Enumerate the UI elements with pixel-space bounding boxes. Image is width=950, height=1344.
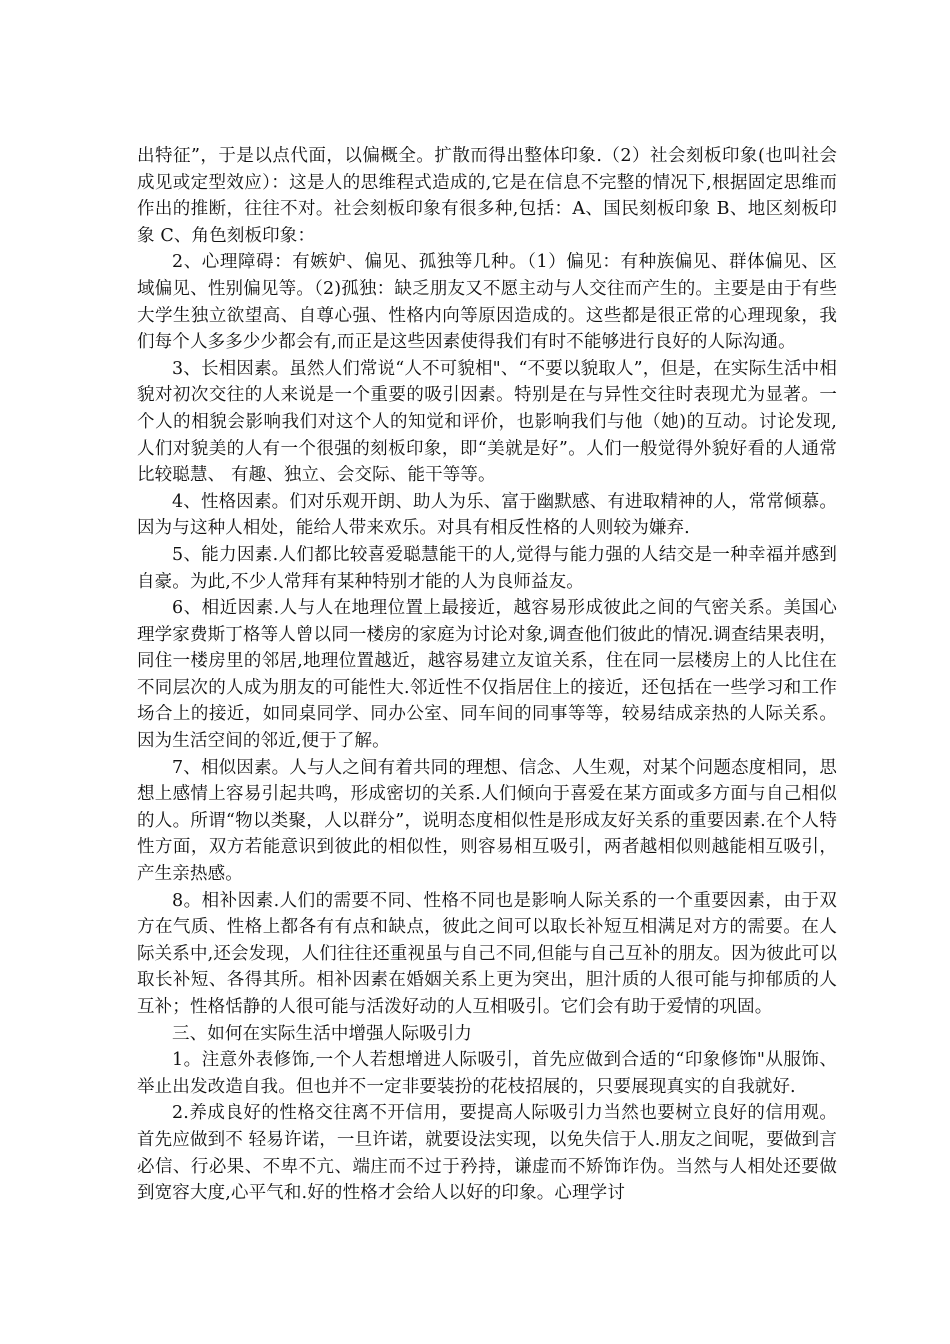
- paragraph-2: 2、心理障碍：有嫉妒、偏见、孤独等几种。（1）偏见：有种族偏见、群体偏见、区域偏见、性别偏见等。（2)孤独：缺乏朋友又不愿主动与人交往而产生的。主要是由于有些大学生独立欲望高、自尊心强、性格内向等原因造成的。这些都是很正常的心理现象，我们每个人多多少少都会有,而正是这些因素使得我们有时不能够进行良好的人际沟通。: [137, 252, 837, 353]
- paragraph-5: 5、能力因素.人们都比较喜爱聪慧能干的人,觉得与能力强的人结交是一种幸福并感到自豪。为此,不少人常拜有某种特别才能的人为良师益友。: [137, 544, 837, 592]
- paragraph-7: 7、相似因素。人与人之间有着共同的理想、信念、人生观，对某个问题态度相同，思想上感情上容易引起共鸣，形成密切的关系.人们倾向于喜爱在某方面或多方面与自己相似的人。所谓“物以类聚，人以群分”，说明态度相似性是形成友好关系的重要因素.在个人特性方面，双方若能意识到彼此的相似性，则容易相互吸引，两者越相似则越能相互吸引，产生亲热感。: [137, 757, 837, 885]
- paragraph-8: 8。相补因素.人们的需要不同、性格不同也是影响人际关系的一个重要因素，由于双方在气质、性格上都各有有点和缺点，彼此之间可以取长补短互相满足对方的需要。在人际关系中,还会发现，人们往往还重视虽与自己不同,但能与自己互补的朋友。因为彼此可以取长补短、各得其所。相补因素在婚姻关系上更为突出，胆汁质的人很可能与抑郁质的人互补；性格恬静的人很可能与活泼好动的人互相吸引。它们会有助于爱情的巩固。: [137, 890, 837, 1017]
- paragraph-6: 6、相近因素.人与人在地理位置上最接近，越容易形成彼此之间的气密关系。美国心理学家费斯丁格等人曾以同一楼房的家庭为讨论对象,调查他们彼此的情况.调查结果表明，同住一楼房里的邻居,地理位置越近，越容易建立友谊关系，住在同一层楼房上的人比住在不同层次的人成为朋友的可能性大.邻近性不仅指居住上的接近，还包括在一些学习和工作场合上的接近，如同桌同学、同办公室、同车间的同事等等，较易结成亲热的人际关系。因为生活空间的邻近,便于了解。: [137, 598, 837, 752]
- paragraph-9: 1。注意外表修饰,一个人若想增进人际吸引，首先应做到合适的“印象修饰"从服饰、举止出发改造自我。但也并不一定非要装扮的花枝招展的，只要展现真实的自我就好.: [137, 1050, 837, 1097]
- section-heading: 三、如何在实际生活中增强人际吸引力: [172, 1023, 473, 1044]
- paragraph-4: 4、性格因素。们对乐观开朗、助人为乐、富于幽默感、有进取精神的人，常常倾慕。因为与这种人相处，能给人带来欢乐。对具有相反性格的人则较为嫌弃.: [137, 491, 837, 539]
- paragraph-10: 2.养成良好的性格交往离不开信用，要提高人际吸引力当然也要树立良好的信用观。首先应做到不 轻易许诺，一旦许诺，就要设法实现，以免失信于人.朋友之间呢，要做到言必信、行必果、不卑不亢、端庄而不过于矜持，谦虚而不矫饰诈伪。当然与人相处还要做到宽容大度,心平气和.好的性格才会给人以好的印象。心理学讨: [137, 1103, 837, 1204]
- paragraph-1: 出特征”，于是以点代面，以偏概全。扩散而得出整体印象.（2）社会刻板印象(也叫社会成见或定型效应）：这是人的思维程式造成的,它是在信息不完整的情况下,根据固定思维而作出的推断，往往不对。社会刻板印象有很多种,包括：A、国民刻板印象 B、地区刻板印象 C、角色刻板印象：: [137, 146, 837, 246]
- paragraph-3: 3、长相因素。虽然人们常说“人不可貌相"、“不要以貌取人”，但是，在实际生活中相貌对初次交往的人来说是一个重要的吸引因素。特别是在与异性交往时表现尤为显著。一个人的相貌会影响我们对这个人的知觉和评价，也影响我们与他（她)的互动。讨论发现,人们对貌美的人有一个很强的刻板印象，即“美就是好”。人们一般觉得外貌好看的人通常比较聪慧、 有趣、独立、会交际、能干等等。: [137, 358, 837, 486]
- document-body: [137, 143, 837, 1207]
